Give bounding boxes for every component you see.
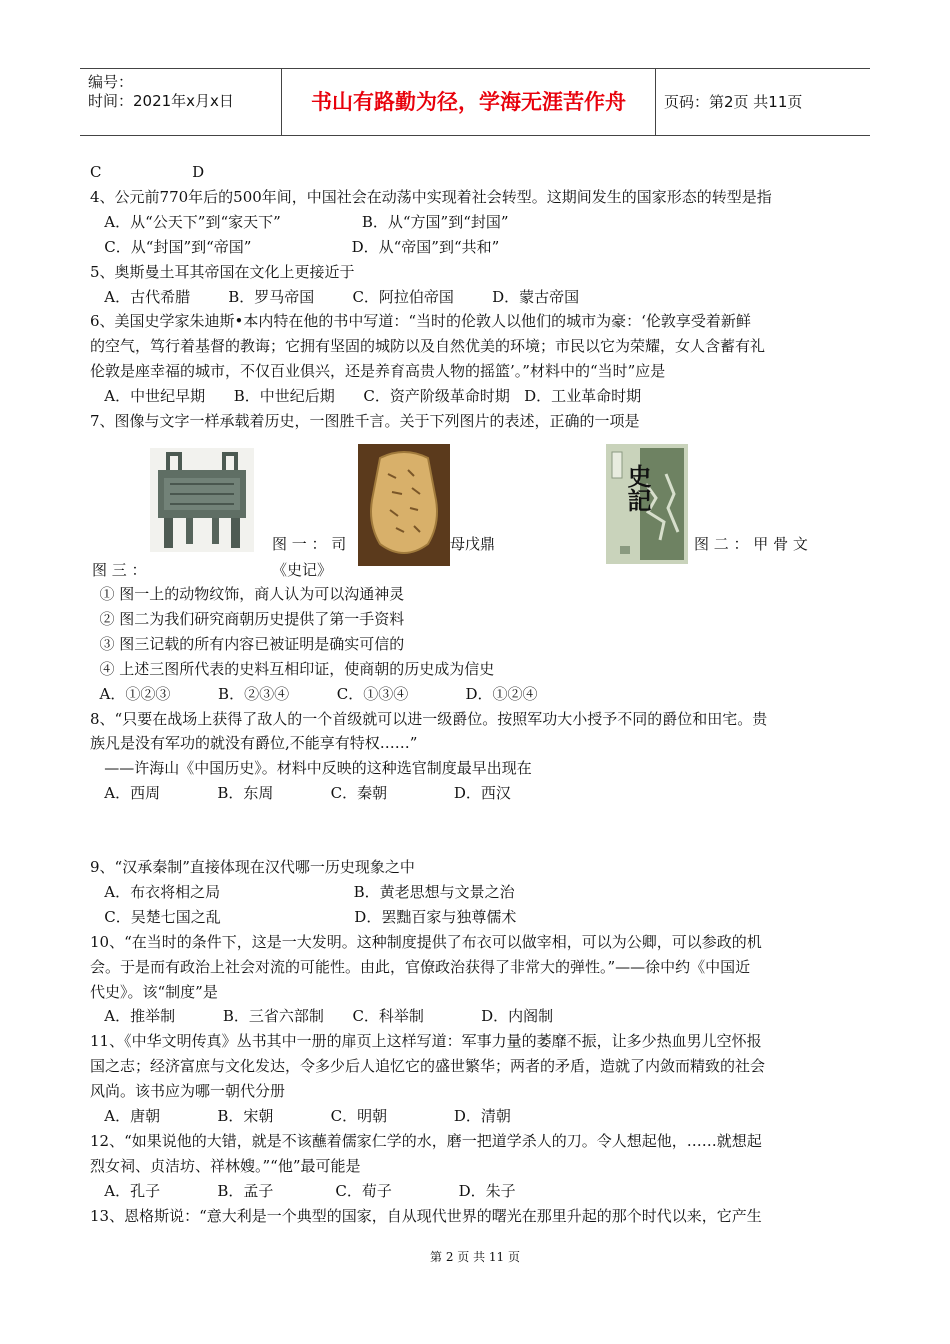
text-line: C D <box>90 163 205 181</box>
text-line: 10、“在当时的条件下，这是一大发明。这种制度提供了布衣可以做宰相，可以为公卿，可以参政的机 <box>90 932 762 951</box>
text-line: C．从“封国”到“帝国” D．从“帝国”到“共和” <box>90 237 500 256</box>
text-line: 会。于是而有政治上社会对流的可能性。由此，官僚政治获得了非常大的弹性。”——徐中约《中国近 <box>90 957 751 976</box>
text-line: A．孔子 B．孟子 C．荀子 D．朱子 <box>90 1181 516 1200</box>
figure-caption-3: 图 三 ： <box>92 561 147 579</box>
shiji-book-image <box>606 444 688 564</box>
figure-caption-3-title: 《史记》 <box>272 561 333 579</box>
header-motto: 书山有路勤为径，学海无涯苦作舟 <box>282 69 656 135</box>
text-line: A．推举制 B．三省六部制 C．科举制 D．内阁制 <box>90 1007 554 1026</box>
shiji-book-title: 史記 <box>623 464 652 512</box>
oracle-bone-image <box>358 444 450 566</box>
text-line: 国之志；经济富庶与文化发达，令多少后人追忆它的盛世繁华；两者的矛盾，造就了内敛而精致的社会 <box>90 1057 766 1076</box>
header-page-label: 页码：第2页 共11页 <box>664 93 803 111</box>
figure-caption-1b: 母戊鼎 <box>450 535 496 553</box>
text-line: 12、“如果说他的大错，就是不该蘸着儒家仁学的水，磨一把道学杀人的刀。令人想起他，……就想起 <box>90 1131 762 1150</box>
text-line: 7、图像与文字一样承载着历史，一图胜千言。关于下列图片的表述，正确的一项是 <box>90 412 640 430</box>
text-line: ——许海山《中国历史》。材料中反映的这种选官制度最早出现在 <box>90 759 532 778</box>
text-line: 4、公元前770年后的500年间，中国社会在动荡中实现着社会转型。这期间发生的国家形态的转型是指 <box>90 187 772 206</box>
page-footer: 第 2 页 共 11 页 <box>430 1250 520 1264</box>
page-header <box>80 68 870 136</box>
text-line: 9、“汉承秦制”直接体现在汉代哪一历史现象之中 <box>90 858 415 876</box>
text-line: ② 图二为我们研究商朝历史提供了第一手资料 <box>90 609 405 628</box>
text-line: 族凡是没有军功的就没有爵位,不能享有特权……” <box>90 734 418 753</box>
text-line: A．①②③ B．②③④ C．①③④ D．①②④ <box>90 684 538 703</box>
text-line: 6、美国史学家朱迪斯•本内特在他的书中写道：“当时的伦敦人以他们的城市为豪：‘伦敦享受着新鲜 <box>90 312 751 331</box>
text-line: ① 图一上的动物纹饰，商人认为可以沟通神灵 <box>90 585 405 603</box>
header-meta <box>80 69 282 135</box>
text-line: 5、奥斯曼土耳其帝国在文化上更接近于 <box>90 262 355 281</box>
text-line: A．中世纪早期 B．中世纪后期 C．资产阶级革命时期 D．工业革命时期 <box>90 387 642 406</box>
text-line: A．布衣将相之局 B．黄老思想与文景之治 <box>90 882 515 901</box>
figure-caption-2: 图 二 ： 甲 骨 文 <box>694 535 808 553</box>
figure-caption-1: 图 一 ： 司 <box>272 535 347 553</box>
bronze-ding-image <box>150 448 254 552</box>
text-line: 11、《中华文明传真》丛书其中一册的扉页上这样写道：军事力量的萎靡不振，让多少热血男儿空怀报 <box>90 1032 762 1051</box>
text-line: 代史》。该“制度”是 <box>90 982 218 1001</box>
text-line: A．唐朝 B．宋朝 C．明朝 D．清朝 <box>90 1107 511 1125</box>
text-line: 8、“只要在战场上获得了敌人的一个首级就可以进一级爵位。按照军功大小授予不同的爵位和田宅。贵 <box>90 709 768 728</box>
text-line: 风尚。该书应为哪一朝代分册 <box>90 1082 286 1101</box>
text-line: ③ 图三记载的所有内容已被证明是确实可信的 <box>90 634 405 653</box>
text-line: 的空气，笃行着基督的教诲；它拥有坚固的城防以及自然优美的环境；市民以它为荣耀，女人含蓄有礼 <box>90 337 766 356</box>
text-line: A．西周 B．东周 C．秦朝 D．西汉 <box>90 784 511 803</box>
text-line: A．古代希腊 B．罗马帝国 C．阿拉伯帝国 D．蒙古帝国 <box>90 287 580 306</box>
text-line: 13、恩格斯说：“意大利是一个典型的国家，自从现代世界的曙光在那里升起的那个时代以来，它产生 <box>90 1206 762 1225</box>
code-label: 编号： <box>88 73 134 91</box>
text-line: 伦敦是座幸福的城市，不仅百业俱兴，还是养育高贵人物的摇篮’。”材料中的“当时”应是 <box>90 362 666 381</box>
text-line: ④ 上述三图所代表的史料互相印证，使商朝的历史成为信史 <box>90 659 495 678</box>
text-line: C．吴楚七国之乱 D．罢黜百家与独尊儒术 <box>90 907 517 926</box>
date-label: 时间：2021年x月x日 <box>88 92 234 110</box>
text-line: 烈女祠、贞洁坊、祥林嫂。”“他”最可能是 <box>90 1156 361 1175</box>
text-line: A．从“公天下”到“家天下” B．从“方国”到“封国” <box>90 212 509 231</box>
